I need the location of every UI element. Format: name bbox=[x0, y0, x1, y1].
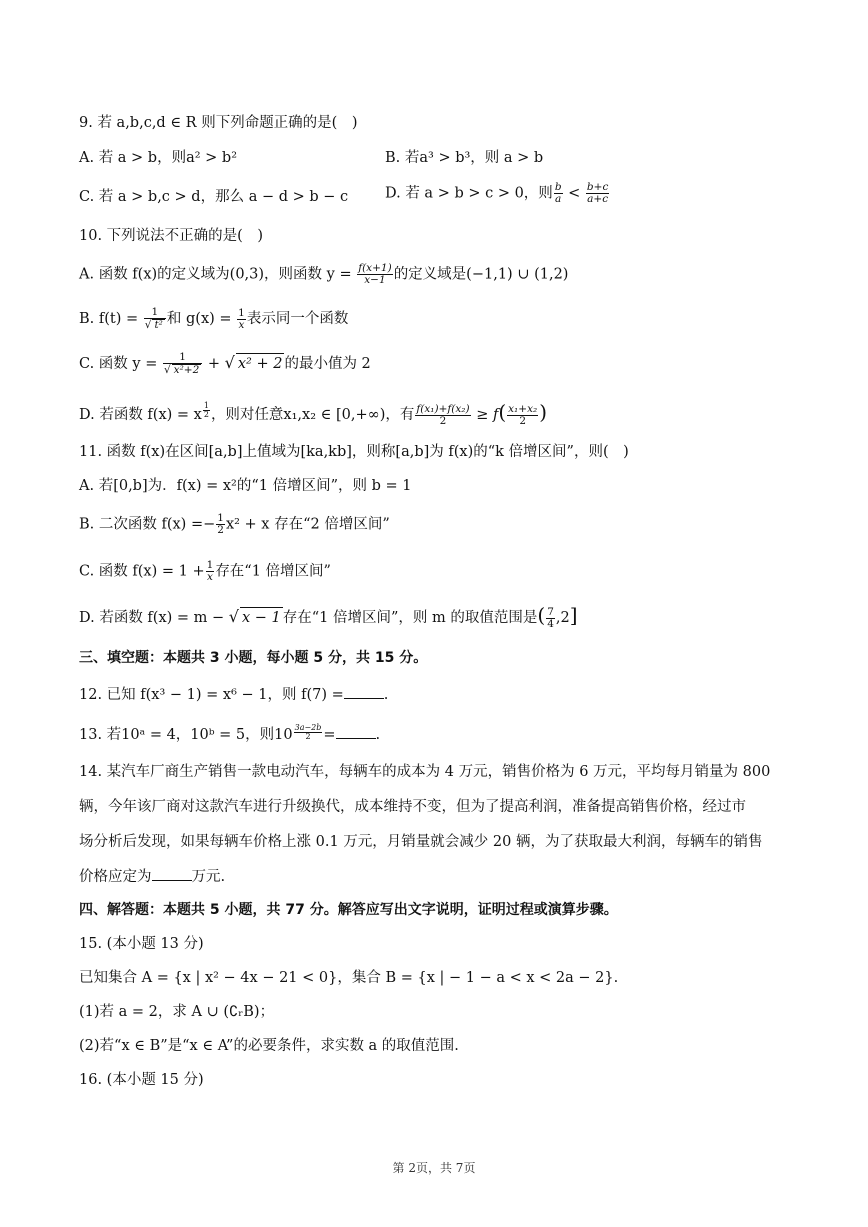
q10-option-b bbox=[79, 307, 348, 331]
q10-d-frac2-den: 2 bbox=[519, 414, 527, 427]
q10-c-radicand: x² + 2 bbox=[236, 353, 285, 374]
q14-line2: 辆，今年该厂商对这款汽车进行升级换代，成本维持不变，但为了提高利润，准备提高销售价格，经过市 bbox=[79, 799, 746, 815]
q11-option-b bbox=[79, 513, 390, 536]
q10-b-suffix: 表示同一个函数 bbox=[246, 311, 349, 327]
q10-a-frac bbox=[357, 263, 392, 286]
q10-a-frac-num: f(x+1) bbox=[358, 262, 392, 274]
q13-exponent bbox=[294, 724, 323, 741]
q10-b-radicand: t² bbox=[154, 319, 163, 331]
q11-d-frac-den: 4 bbox=[547, 617, 554, 630]
q10-c-frac-radicand: x²+2 bbox=[173, 364, 200, 376]
q10-d-frac2 bbox=[507, 404, 538, 427]
q13-prefix: 13. 若10ᵃ = 4，10ᵇ = 5，则10 bbox=[79, 727, 293, 743]
q10-b-frac2 bbox=[237, 308, 246, 331]
q10-d-left-paren: ( bbox=[498, 400, 507, 424]
q12 bbox=[79, 684, 388, 705]
q11-d-left-paren: ( bbox=[537, 603, 546, 627]
q10-b-frac-den: √ t² bbox=[144, 319, 163, 331]
q11-option-d bbox=[79, 605, 578, 630]
q9-option-c: C. 若 a > b,c > d，那么 a − d > b − c bbox=[79, 189, 349, 205]
q11-d-frac bbox=[546, 607, 555, 630]
q9-d-frac-left-den: a bbox=[555, 193, 562, 205]
q12-prefix: 12. 已知 f(x³ − 1) = x⁶ − 1，则 f(7) = bbox=[79, 687, 344, 703]
q10-c-plus: + bbox=[207, 356, 221, 372]
q11-stem: 11. 函数 f(x)在区间[a,b]上值域为[ka,kb]，则称[a,b]为 f(x)的“k 倍增区间”，则( ) bbox=[79, 444, 629, 460]
q9-d-frac-right bbox=[586, 182, 609, 205]
q10-a-suffix: 的定义域是(−1,1) ∪ (1,2) bbox=[393, 266, 569, 283]
q11-b-suffix: x² + x 存在“2 倍增区间” bbox=[225, 516, 390, 533]
q9-option-b: B. 若a³ > b³，则 a > b bbox=[385, 150, 544, 166]
q10-c-frac bbox=[163, 352, 202, 376]
q11-b-frac-den: 2 bbox=[217, 524, 224, 536]
q10-d-prefix: D. 若函数 f(x) = x bbox=[79, 407, 202, 423]
q10-d-relation: ≥ f bbox=[476, 407, 499, 423]
q9-d-prefix: D. 若 a > b > c > 0，则 bbox=[385, 185, 553, 202]
q15-body: 已知集合 A = {x | x² − 4x − 21 < 0}，集合 B = {x | − 1 − a < x < 2a − 2}. bbox=[79, 970, 619, 986]
q11-c-frac-num: 1 bbox=[206, 559, 214, 571]
q13 bbox=[79, 724, 380, 745]
q11-d-right-bracket: ] bbox=[569, 603, 578, 627]
q10-c-frac-num: 1 bbox=[163, 352, 202, 364]
section4-heading: 四、解答题：本题共 5 小题，共 77 分。解答应写出文字说明，证明过程或演算步骤。 bbox=[79, 902, 618, 918]
q15-part2: (2)若“x ∈ B”是“x ∈ A”的必要条件，求实数 a 的取值范围. bbox=[79, 1038, 459, 1054]
q10-d-exponent bbox=[203, 402, 210, 419]
q10-b-frac-num: 1 bbox=[144, 307, 166, 319]
q11-option-c bbox=[79, 560, 331, 583]
q10-option-d bbox=[79, 402, 547, 427]
q10-d-frac bbox=[415, 404, 470, 427]
q14-line1: 14. 某汽车厂商生产销售一款电动汽车，每辆车的成本为 4 万元，销售价格为 6 万元，平均每月销量为 800 bbox=[79, 764, 771, 780]
q10-b-frac bbox=[144, 307, 166, 331]
q10-b-frac2-num: 1 bbox=[238, 306, 245, 319]
q14-line4-suffix: 万元. bbox=[191, 869, 226, 885]
q10-d-mid: ，则对任意x₁,x₂ ∈ [0,+∞)，有 bbox=[210, 407, 415, 423]
q10-d-exp-den: 2 bbox=[203, 410, 209, 419]
q9-d-relation: < bbox=[568, 185, 581, 202]
q11-d-frac-num: 7 bbox=[547, 605, 554, 618]
q11-b-frac bbox=[216, 513, 225, 536]
q10-b-prefix: B. f(t) = bbox=[79, 311, 139, 327]
q11-d-mid: 存在“1 倍增区间”，则 m 的取值范围是 bbox=[282, 610, 538, 626]
q11-c-frac bbox=[206, 560, 215, 583]
q11-d-radicand: x − 1 bbox=[240, 607, 283, 628]
q14-line3: 场分析后发现，如果每辆车价格上涨 0.1 万元，月销量就会减少 20 辆，为了获取最大利润，每辆车的销售 bbox=[79, 834, 763, 850]
q10-c-suffix: 的最小值为 2 bbox=[284, 356, 371, 372]
q15-head: 15. (本小题 13 分) bbox=[79, 936, 204, 952]
q11-d-prefix: D. 若函数 f(x) = m − bbox=[79, 610, 225, 626]
q13-answer-blank bbox=[336, 724, 376, 739]
q9-stem: 9. 若 a,b,c,d ∈ R 则下列命题正确的是( ) bbox=[79, 115, 358, 131]
q11-option-a: A. 若[0,b]为．f(x) = x²的“1 倍增区间”，则 b = 1 bbox=[79, 478, 412, 494]
q11-b-prefix: B. 二次函数 f(x) =− bbox=[79, 516, 216, 533]
q10-d-right-paren: ) bbox=[539, 400, 548, 424]
q11-b-frac-num: 1 bbox=[217, 512, 224, 524]
q10-c-frac-den: √ x²+2 bbox=[163, 364, 200, 376]
q10-option-c bbox=[79, 352, 371, 376]
q10-d-frac-den: 2 bbox=[439, 414, 447, 427]
page-footer: 第 2页，共 7页 bbox=[392, 1161, 476, 1175]
q9-option-d bbox=[385, 182, 610, 205]
q10-stem: 10. 下列说法不正确的是( ) bbox=[79, 228, 263, 244]
q9-d-frac-right-num: b+c bbox=[586, 181, 609, 193]
q9-d-frac-left bbox=[554, 182, 563, 205]
q15-part1: (1)若 a = 2，求 A ∪ (∁ᵣB)； bbox=[79, 1004, 275, 1020]
q10-a-frac-den: x−1 bbox=[364, 274, 386, 286]
q12-answer-blank bbox=[344, 684, 384, 699]
q10-d-frac2-num: x₁+x₂ bbox=[508, 402, 538, 415]
q10-a-prefix: A. 函数 f(x)的定义域为(0,3)，则函数 y = bbox=[79, 266, 352, 283]
section3-heading: 三、填空题：本题共 3 小题，每小题 5 分，共 15 分。 bbox=[79, 650, 428, 666]
q13-suffix: . bbox=[375, 727, 381, 743]
q11-c-frac-den: x bbox=[207, 571, 213, 583]
q11-c-suffix: 存在“1 倍增区间” bbox=[215, 563, 331, 580]
q10-d-exp-num: 1 bbox=[203, 401, 209, 410]
q9-option-a: A. 若 a > b，则a² > b² bbox=[79, 150, 238, 166]
q12-suffix: . bbox=[383, 687, 389, 703]
q10-c-sqrt-sign: √ bbox=[224, 353, 235, 372]
q10-b-mid: 和 g(x) = bbox=[166, 311, 232, 327]
q10-d-frac-num: f(x₁)+f(x₂) bbox=[416, 402, 470, 415]
q11-d-sqrt-sign: √ bbox=[228, 607, 239, 626]
q13-exp-den: 2 bbox=[305, 732, 311, 741]
q9-d-frac-left-num: b bbox=[554, 181, 562, 193]
q10-b-frac2-den: x bbox=[238, 318, 245, 331]
q10-option-a bbox=[79, 263, 568, 286]
q11-d-tail: ,2 bbox=[555, 610, 570, 626]
q16-head: 16. (本小题 15 分) bbox=[79, 1072, 204, 1088]
q14-answer-blank bbox=[152, 866, 192, 881]
q10-c-prefix: C. 函数 y = bbox=[79, 356, 158, 372]
q13-equals: = bbox=[323, 727, 336, 743]
q13-exp-num: 3a−2b bbox=[294, 723, 322, 732]
q14-line4 bbox=[79, 866, 225, 887]
q11-c-prefix: C. 函数 f(x) = 1 + bbox=[79, 563, 205, 580]
q9-d-frac-right-den: a+c bbox=[587, 193, 609, 205]
q14-line4-prefix: 价格应定为 bbox=[79, 869, 152, 885]
